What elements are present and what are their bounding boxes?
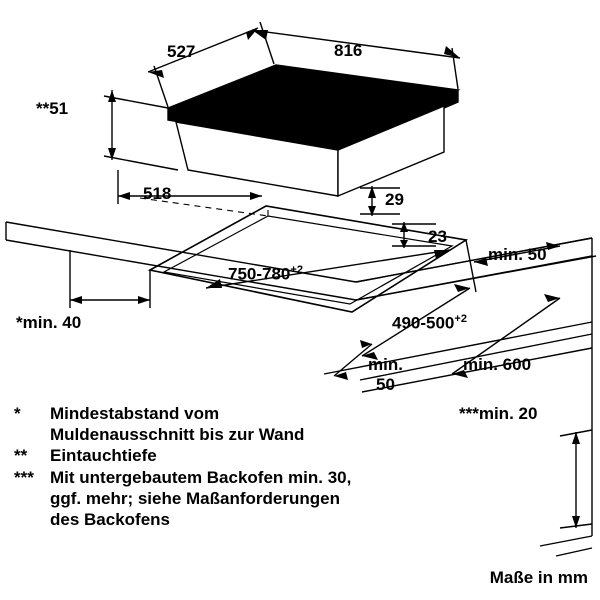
worktop-depth-line-a: [356, 256, 596, 300]
worktop-front-edge-bottom: [6, 240, 356, 300]
ext-816-left: [260, 22, 274, 64]
dim-label-worktop-depth: min. 600: [463, 355, 532, 374]
arrow-23-bottom: [400, 240, 408, 248]
legend-item-1: [14, 404, 484, 445]
legend-mark-2: **: [14, 446, 28, 466]
dim-label-wall-left: *min. 40: [16, 313, 82, 332]
dim-527-line: [148, 28, 258, 72]
dim-label-518: 518: [143, 184, 172, 203]
legend-text-3-line1: Mit untergebautem Backofen min. 30,: [50, 468, 352, 488]
legend-text-3-line2: ggf. mehr; siehe Maßanforderungen: [50, 488, 340, 508]
dim-label-527: 527: [167, 42, 196, 61]
cabinet-bottom-slope: [540, 536, 592, 546]
dim-label-816: 816: [334, 41, 363, 60]
dim-label-29: 29: [385, 190, 404, 209]
legend-item-2: [14, 446, 484, 467]
cutout-width-tolerance: +2: [290, 264, 303, 276]
units-note: Maße in mm: [489, 568, 588, 587]
legend-text-1: [50, 404, 304, 445]
cutout-depth-value: 490-500: [392, 313, 455, 333]
arrow-51-top: [108, 90, 116, 102]
worktop-back-top: [356, 238, 592, 282]
legend-block: [14, 404, 484, 531]
arrow-min50-rear-a: [334, 372, 348, 380]
ext-51-bottom: [104, 156, 178, 170]
legend-item-3: [14, 468, 484, 530]
arrow-min50-right-b: [546, 242, 560, 250]
legend-text-3-line3: des Backofens: [50, 509, 170, 529]
cutout-depth-tolerance: +2: [454, 313, 467, 325]
dim-label-23: 23: [428, 227, 447, 246]
legend-mark-1: *: [14, 404, 21, 423]
cabinet-bottom-slope2: [556, 548, 592, 556]
legend-text-3: [50, 468, 351, 530]
legend-text-1-line2: Muldenausschnitt bis zur Wand: [50, 424, 305, 444]
arrow-min50-rear-b: [360, 340, 372, 348]
arrow-518-left: [118, 192, 130, 200]
dim-label-cutout-depth: [392, 313, 467, 333]
dim-label-cutout-width: [228, 264, 303, 284]
dim-label-min50-rear: min. 50: [368, 355, 403, 394]
cutout-width-value: 750-780: [228, 264, 291, 284]
ext-490-a: [466, 240, 476, 292]
arrow-600-b: [544, 294, 560, 302]
legend-text-2: Eintauchtiefe: [50, 446, 157, 466]
cutout-opening: [150, 206, 466, 312]
dim-label-under-clearance: ***min. 20: [459, 404, 538, 423]
dim-min50-rear-line: [334, 344, 372, 376]
dim-label-min50-right: min. 50: [488, 245, 547, 264]
arrow-750-right: [434, 250, 450, 259]
arrow-490-high: [454, 284, 470, 292]
legend-text-1-line1: Mindestabstand vom: [50, 404, 220, 423]
legend-mark-3: ***: [14, 468, 34, 488]
dim-label-immersion-depth: **51: [36, 99, 69, 118]
arrow-40-left: [70, 296, 82, 304]
arrow-518-right: [250, 192, 262, 200]
arrow-40-right: [138, 296, 150, 304]
